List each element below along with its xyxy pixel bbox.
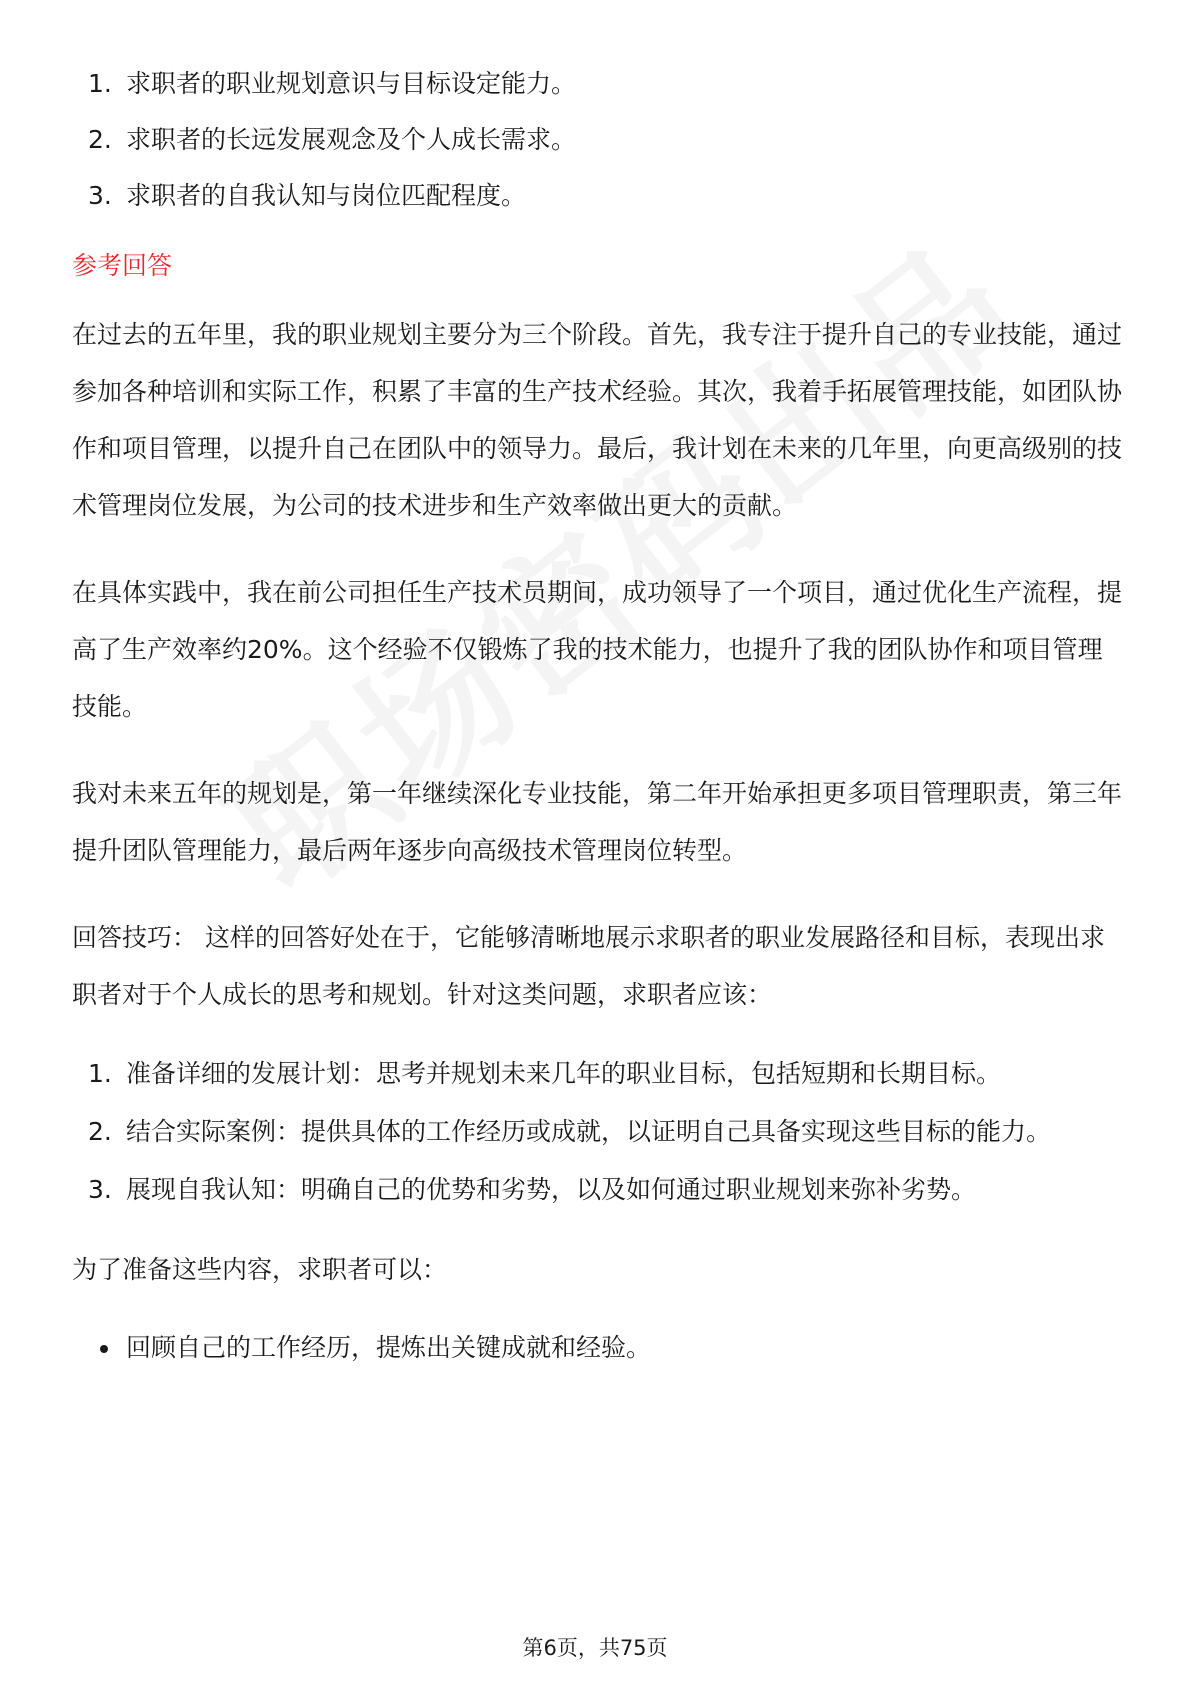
paragraph: 在过去的五年里，我的职业规划主要分为三个阶段。首先，我专注于提升自己的专业技能，通过参加各种培训和实际工作，积累了丰富的生产技术经验。其次，我着手拓展管理技能，如团队协作和项目管理，以提升自己在团队中的领导力。最后，我计划在未来的几年里，向更高级别的技术管理岗位发展，为公司的技术进步和生产效率做出更大的贡献。: [72, 320, 1123, 520]
preparation-bullets: [72, 1320, 1122, 1376]
section-heading: 参考回答: [72, 251, 173, 280]
list-number: 2.: [88, 125, 112, 154]
tips-list: [72, 1045, 1122, 1219]
paragraph: 回答技巧： 这样的回答好处在于，它能够清晰地展示求职者的职业发展路径和目标，表现出求职者对于个人成长的思考和规划。针对这类问题，求职者应该：: [72, 923, 1105, 1009]
bullet-dot-icon: [100, 1345, 108, 1353]
list-item: [72, 1103, 1122, 1161]
list-item-text: 展现自我认知：明确自己的优势和劣势，以及如何通过职业规划来弥补劣势。: [126, 1175, 977, 1204]
list-number: 1.: [88, 1059, 112, 1088]
paragraph: 在具体实践中，我在前公司担任生产技术员期间，成功领导了一个项目，通过优化生产流程，提高了生产效率约20%。这个经验不仅锻炼了我的技术能力，也提升了我的团队协作和项目管理技能。: [72, 578, 1123, 721]
list-item: [72, 56, 1122, 112]
list-item: [72, 112, 1122, 168]
list-item-text: 求职者的长远发展观念及个人成长需求。: [126, 125, 577, 154]
list-item-text: 结合实际案例：提供具体的工作经历或成就，以证明自己具备实现这些目标的能力。: [126, 1117, 1052, 1146]
bullet-text: 回顾自己的工作经历，提炼出关键成就和经验。: [126, 1333, 652, 1362]
page-content: [72, 56, 1122, 1376]
paragraph: 我对未来五年的规划是，第一年继续深化专业技能，第二年开始承担更多项目管理职责，第三年提升团队管理能力，最后两年逐步向高级技术管理岗位转型。: [72, 779, 1123, 865]
list-item-text: 求职者的自我认知与岗位匹配程度。: [126, 181, 527, 210]
list-number: 1.: [88, 69, 112, 98]
list-item-text: 准备详细的发展计划：思考并规划未来几年的职业目标，包括短期和长期目标。: [126, 1059, 1002, 1088]
list-item: [72, 1161, 1122, 1219]
list-item: [72, 168, 1122, 224]
paragraph: 为了准备这些内容，求职者可以：: [72, 1255, 448, 1284]
bullet-item: [72, 1320, 1122, 1376]
evaluation-points-list: [72, 56, 1122, 224]
list-number: 2.: [88, 1117, 112, 1146]
list-number: 3.: [88, 181, 112, 210]
list-number: 3.: [88, 1175, 112, 1204]
list-item: [72, 1045, 1122, 1103]
list-item-text: 求职者的职业规划意识与目标设定能力。: [126, 69, 577, 98]
page-number-footer: 第6页，共75页: [522, 1636, 668, 1660]
